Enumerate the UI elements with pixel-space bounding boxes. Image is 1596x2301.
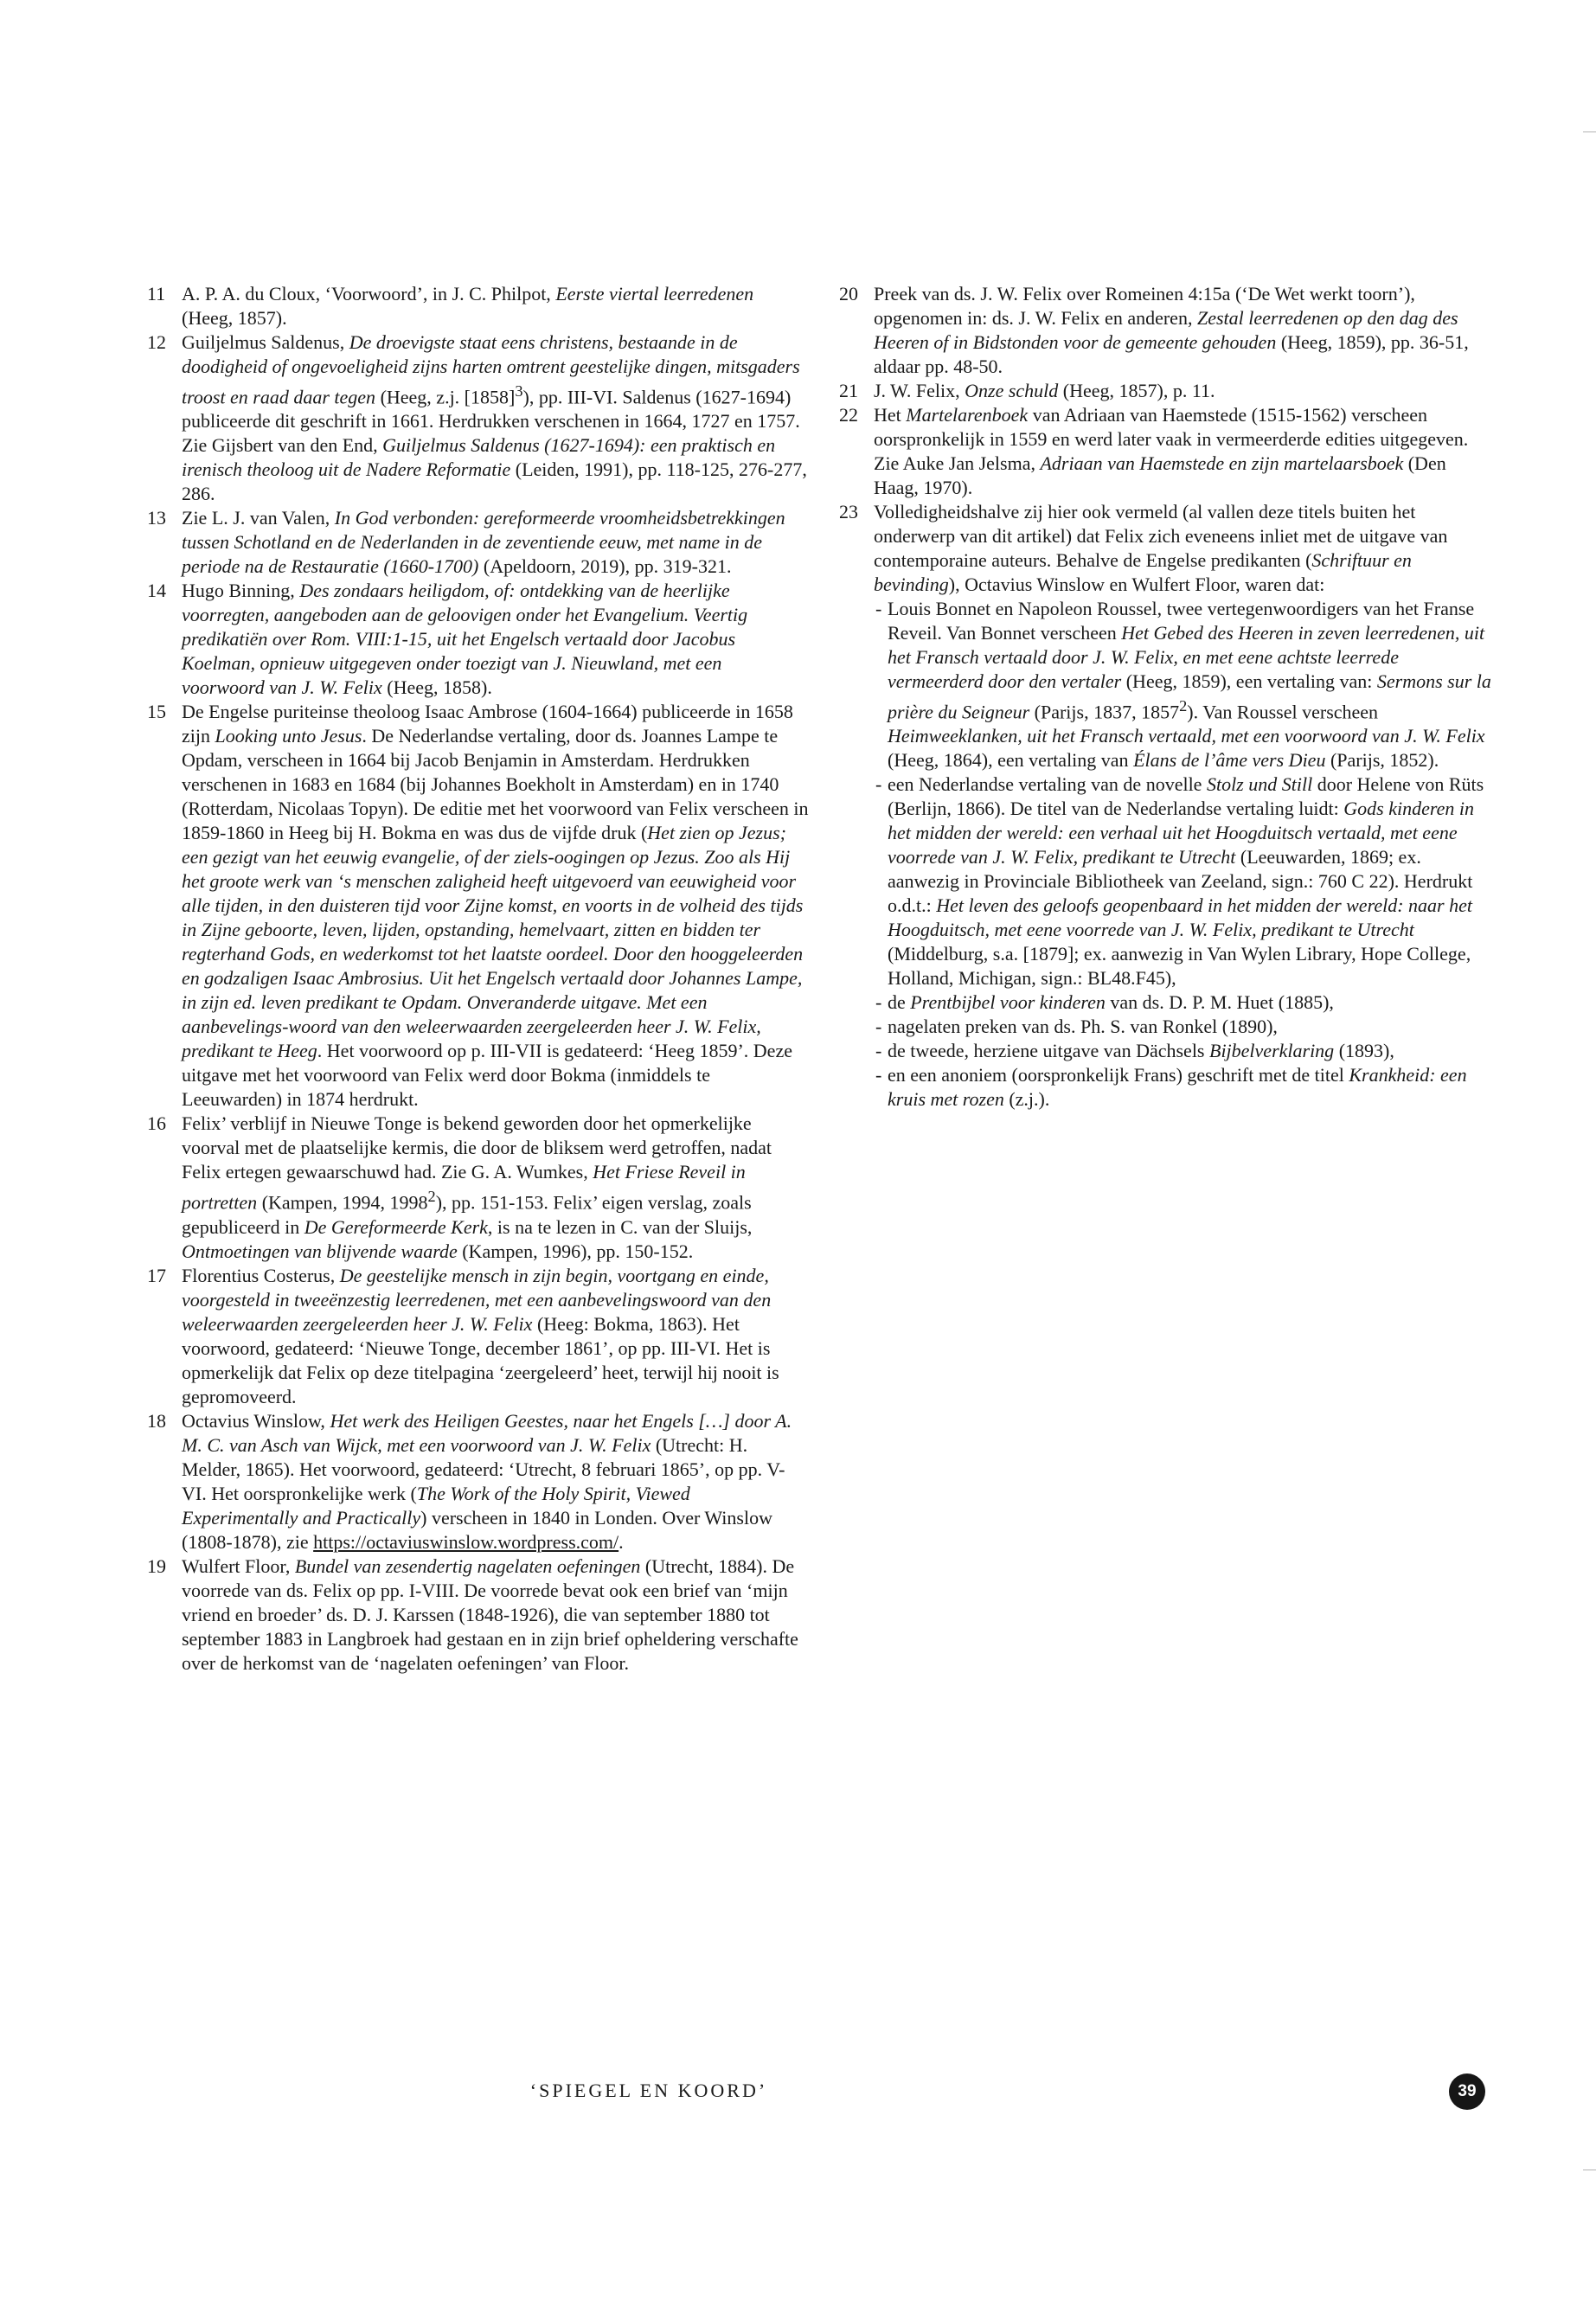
footnote-text: Adriaan van Haemstede en zijn martelaarsboek bbox=[1040, 452, 1404, 474]
footnote-17 bbox=[138, 1264, 809, 1409]
footnote-number: 20 bbox=[839, 283, 858, 304]
footnote-text: In God verbonden: gereformeerde vroomheidsbetrekkingen tussen Schotland en de Nederlanden in de zeventiende eeuw, met name in de periode na de Restauratie (1660-1700) bbox=[182, 507, 785, 578]
footnote-21 bbox=[830, 379, 1492, 403]
footnote-text: (Heeg, z.j. [1858] bbox=[375, 386, 516, 408]
footnote-text: (Utrecht: H. Melder, 1865). Het voorwoord, gedateerd: ‘Utrecht, 8 februari 1865’, op pp. V-VI. Het oorspronkelijke werk ( bbox=[182, 1433, 785, 1504]
footnote-text: door Helene von Rüts (Berlijn, 1866). De titel van de Nederlandse vertaling luidt: bbox=[888, 773, 1484, 820]
footnote-20 bbox=[830, 282, 1492, 379]
footnote-text: Looking unto Jesus bbox=[215, 725, 362, 747]
footnote-text: Élans de l’âme vers Dieu bbox=[1133, 749, 1326, 772]
footnote-number: 21 bbox=[839, 380, 858, 401]
footnotes-right-column bbox=[830, 282, 1492, 1112]
footnote-text: Heimweeklanken, uit het Fransch vertaald, met een voorwoord van J. W. Felix bbox=[888, 725, 1485, 747]
footnote-text: Hugo Binning, bbox=[182, 580, 300, 602]
footnote-text: (Leiden, 1991), pp. 118-125, 276-277, 286. bbox=[182, 458, 807, 505]
footnote-text: de bbox=[888, 991, 911, 1014]
footnote-text: van ds. D. P. M. Huet (1885), bbox=[1105, 991, 1334, 1014]
footnote-text: (Parijs, 1852). bbox=[1325, 749, 1439, 772]
footnote-text: Onze schuld bbox=[965, 380, 1059, 401]
footnote-text: ) verscheen in 1840 in Londen. Over Winslow (1808-1878), zie bbox=[182, 1506, 772, 1553]
footnote-15 bbox=[138, 700, 809, 1112]
footnote-body bbox=[182, 1554, 809, 1676]
footnote-text: Zie L. J. van Valen, bbox=[182, 507, 335, 529]
footnote-text: (z.j.). bbox=[1003, 1088, 1050, 1111]
footnote-text: Het leven des geloofs geopenbaard in het midden der wereld: naar het Hoogduitsch, met eene voorrede van J. W. Felix, predikant te Utrecht bbox=[888, 894, 1472, 941]
footnote-number: 11 bbox=[147, 283, 166, 304]
footnote-text: . Het voorwoord op p. III-VII is gedateerd: ‘Heeg 1859’. Deze uitgave met het voorwoord van Felix werd door Bokma (inmiddels te Leeuwarden) in 1874 herdrukt. bbox=[182, 1040, 792, 1111]
footnote-text: Ontmoetingen van blijvende waarde bbox=[182, 1240, 458, 1262]
footnote-text: (Heeg, 1859), pp. 36-51, aldaar pp. 48-50. bbox=[874, 331, 1469, 377]
footnote-text: van Adriaan van Haemstede (1515-1562) verscheen oorspronkelijk in 1559 en werd later vaak in vermeerderde edities uitgegeven. Zie Auke Jan Jelsma, bbox=[874, 404, 1469, 474]
footnote-text: De Gereformeerde Kerk bbox=[304, 1215, 488, 1238]
footnote-12 bbox=[138, 330, 809, 506]
footnote-text: (1893), bbox=[1334, 1040, 1394, 1062]
footnote-text: Sermons sur la prière du Seigneur bbox=[888, 670, 1491, 723]
footnote-text: (Middelburg, s.a. [1879]; ex. aanwezig in Van Wylen Library, Hope College, Holland, Michigan, sign.: BL48.F45), bbox=[888, 943, 1471, 990]
crop-mark-top bbox=[1583, 131, 1596, 132]
footnote-text: Des zondaars heiligdom, of: ontdekking van de heerlijke voorregten, aangeboden aan de geloovigen onder het Evangelium. Veertig predikatiën over Rom. VIII:1-15, uit het Engelsch vertaald door Jacobus Koelman, opnieuw uitgegeven onder toezigt van J. Nieuwland, met een voorwoord van J. W. Felix bbox=[182, 580, 748, 699]
footnote-body bbox=[874, 282, 1492, 379]
footnote-text: (Leeuwarden, 1869; ex. aanwezig in Provinciale Bibliotheek van Zeeland, sign.: 760 C 22). Herdrukt o.d.t.: bbox=[888, 846, 1473, 917]
footnote-text: de tweede, herziene uitgave van Dächsels bbox=[888, 1040, 1209, 1062]
footnote-13 bbox=[138, 506, 809, 579]
footnote-body bbox=[182, 579, 809, 700]
footnote-number: 12 bbox=[147, 331, 166, 353]
footnote-text: ), Octavius Winslow en Wulfert Floor, waren dat: bbox=[948, 574, 1325, 595]
footnote-body bbox=[182, 330, 809, 506]
footnote-text: . De Nederlandse vertaling, door ds. Joannes Lampe te Opdam, verscheen in 1664 bij Jacob Benjamin in Amsterdam. Herdrukken verschenen in 1683 en 1684 (bij Johannes Boekholt in Amsterdam) en in 1740 (Rotterdam, Nicolaas Topyn). De editie met het voorwoord van Felix verscheen in 1859-1860 in Heeg bij H. Bokma en was dus de vijfde druk ( bbox=[182, 725, 809, 844]
footnote-text: 2 bbox=[427, 1188, 436, 1206]
footnote-text: De droevigste staat eens christens, bestaande in de doodigheid of ongevoeligheid zijns harten omtrent geestelijke dingen, mitsgaders troost en raad daar tegen bbox=[182, 331, 800, 408]
footnote-23 bbox=[830, 500, 1492, 1112]
footnote-text: (Heeg, 1857), p. 11. bbox=[1058, 380, 1215, 401]
footnote-text: . bbox=[619, 1530, 624, 1553]
footnote-text: De Engelse puriteinse theoloog Isaac Ambrose (1604-1664) publiceerde in 1658 zijn bbox=[182, 701, 793, 747]
footnote-text: Martelarenboek bbox=[906, 404, 1029, 426]
footnote-number: 17 bbox=[147, 1264, 166, 1286]
page-number-badge: 39 bbox=[1449, 2073, 1485, 2110]
footnote-text: (Utrecht, 1884). De voorrede van ds. Felix op pp. I-VIII. De voorrede bevat ook een brief van ‘mijn vriend en broeder’ ds. D. J. Karssen (1848-1926), die van september 1880 tot september 1883 in Langbroek had gestaan en in zijn brief opheldering verschafte over de herkomst van de ‘nagelaten oefeningen’ van Floor. bbox=[182, 1554, 798, 1674]
footnote-body bbox=[182, 1409, 809, 1554]
footnote-text: (Kampen, 1994, 1998 bbox=[257, 1191, 428, 1214]
footnote-text: ). Van Roussel verscheen bbox=[1187, 701, 1379, 723]
footnote-bullet-item bbox=[874, 990, 1492, 1015]
footnote-bullet-item bbox=[874, 1039, 1492, 1063]
footnote-text: A. P. A. du Cloux, ‘Voorwoord’, in J. C. Philpot, bbox=[182, 283, 556, 304]
footnote-number: 16 bbox=[147, 1112, 166, 1135]
footnote-text: Bijbelverklaring bbox=[1209, 1040, 1335, 1062]
footnote-text: Het zien op Jezus; een gezigt van het eeuwig evangelie, of der ziels-oogingen op Jezus. Zoo als Hij het groote werk van ‘s menschen zaligheid heeft uitgevoerd van eeuwigheid voor alle tijden, in den duisteren tijd voor Zijne komst, en voorts in de volheid des tijds in Zijne geboorte, leven, lijden, opstanding, hemelvaart, zitten en bidden ter regterhand Gods, en wederkomst tot het laatste oordeel. Door den hooggeleerden en godzaligen Isaac Ambrosius. Uit het Engelsch vertaald door Johannes Lampe, in zijn ed. leven predikant te Opdam. Onveranderde uitgave. Met een aanbevelings-woord van den weleerwaarden zeergeleerden heer J. W. Felix, predikant te Heeg bbox=[182, 822, 804, 1062]
footnote-text: (Apeldoorn, 2019), pp. 319-321. bbox=[478, 555, 732, 578]
footnote-text: Zestal leerredenen op den dag des Heeren of in Bidstonden voor de gemeente gehouden bbox=[874, 307, 1458, 353]
footnote-body bbox=[874, 379, 1492, 403]
footnote-text: (Kampen, 1996), pp. 150-152. bbox=[457, 1240, 694, 1262]
footnote-text: ), pp. III-VI. Saldenus (1627-1694) publiceerde dit geschrift in 1661. Herdrukken verschenen in 1664, 1727 en 1757. Zie Gijsbert van den End, bbox=[182, 386, 800, 457]
footnote-text: (Heeg, 1858). bbox=[381, 676, 492, 699]
footnote-text: Wulfert Floor, bbox=[182, 1554, 295, 1577]
footnote-bullet-item bbox=[874, 772, 1492, 990]
footnote-text: (Heeg, 1857). bbox=[182, 307, 287, 329]
footnote-text: (Heeg, 1859), een vertaling van: bbox=[1121, 670, 1377, 692]
footnote-text: Het bbox=[874, 404, 907, 426]
footnote-text: Felix’ verblijf in Nieuwe Tonge is bekend geworden door het opmerkelijke voorval met de plaatselijke kermis, die door de bliksem werd getroffen, nadat Felix ertegen gewaarschuwd had. Zie G. A. Wumkes, bbox=[182, 1112, 772, 1183]
footnote-body bbox=[874, 403, 1492, 500]
footnote-number: 22 bbox=[839, 404, 858, 426]
footnote-text: (Heeg, 1864), een vertaling van bbox=[888, 749, 1134, 772]
footnote-text: (Den Haag, 1970). bbox=[874, 452, 1446, 498]
footnote-text: Guiljelmus Saldenus, bbox=[182, 331, 349, 353]
footnote-text: (Heeg: Bokma, 1863). Het voorwoord, gedateerd: ‘Nieuwe Tonge, december 1861’, op pp. III-VI. Het is opmerkelijk dat Felix op deze titelpagina ‘zeergeleerd’ heet, terwijl hij nooit is gepromoveerd. bbox=[182, 1312, 779, 1407]
footnote-bullet-list bbox=[874, 597, 1492, 1112]
footnote-16 bbox=[138, 1112, 809, 1263]
footnote-bullet-item bbox=[874, 1015, 1492, 1039]
footnote-text: ), pp. 151-153. Felix’ eigen verslag, zoals gepubliceerd in bbox=[182, 1191, 752, 1238]
footnote-text: Gods kinderen in het midden der wereld: een verhaal uit het Hoogduitsch vertaald, met eene voorrede van J. W. Felix, predikant te Utrecht bbox=[888, 798, 1474, 868]
footnote-text: De geestelijke mensch in zijn begin, voortgang en einde, voorgesteld in tweeënzestig leerredenen, met een aanbevelingswoord van den weleerwaarden zeergeleerden heer J. W. Felix bbox=[182, 1264, 772, 1335]
running-title: ‘SPIEGEL EN KOORD’ bbox=[529, 2080, 768, 2101]
footnotes-left-column bbox=[138, 282, 809, 1676]
footnote-text: Octavius Winslow, bbox=[182, 1409, 330, 1432]
footnote-number: 19 bbox=[147, 1554, 166, 1577]
footnote-22 bbox=[830, 403, 1492, 500]
footnote-link[interactable]: https://octaviuswinslow.wordpress.com/ bbox=[313, 1530, 619, 1553]
footnote-body bbox=[182, 1264, 809, 1409]
footnote-number: 15 bbox=[147, 701, 166, 723]
footnote-number: 18 bbox=[147, 1409, 166, 1432]
footnote-body bbox=[182, 282, 809, 330]
footnote-text: 3 bbox=[515, 382, 523, 400]
footnote-text: Guiljelmus Saldenus (1627-1694): een praktisch en irenisch theoloog uit de Nadere Reformatie bbox=[182, 434, 776, 481]
footnote-text: Het Friese Reveil in portretten bbox=[182, 1161, 746, 1214]
footnote-body bbox=[182, 506, 809, 579]
footnote-text: Prentbijbel voor kinderen bbox=[910, 991, 1106, 1014]
footnote-text: Het Gebed des Heeren in zeven leerredenen, uit het Fransch vertaald door J. W. Felix, en met eene achtste leerrede vermeerderd door den vertaler bbox=[888, 622, 1485, 692]
footnote-11 bbox=[138, 282, 809, 330]
footnote-text: Krankheid: een kruis met rozen bbox=[888, 1064, 1467, 1111]
footnote-body bbox=[874, 500, 1492, 597]
footnote-text: Schriftuur en bevinding bbox=[874, 549, 1412, 595]
footnote-text: , is na te lezen in C. van der Sluijs, bbox=[487, 1215, 753, 1238]
footnote-14 bbox=[138, 579, 809, 700]
footnote-text: Stolz und Still bbox=[1206, 773, 1313, 796]
footnote-text: Het werk des Heiligen Geestes, naar het Engels […] door A. M. C. van Asch van Wijck, met een voorwoord van J. W. Felix bbox=[182, 1409, 792, 1456]
footnote-text: Eerste viertal leerredenen bbox=[555, 283, 754, 304]
footnote-text: en een anoniem (oorspronkelijk Frans) geschrift met de titel bbox=[888, 1064, 1349, 1086]
footnote-text: Louis Bonnet en Napoleon Roussel, twee vertegenwoordigers van het Franse Reveil. Van Bonnet verscheen bbox=[888, 598, 1475, 644]
footnote-text: nagelaten preken van ds. Ph. S. van Ronkel (1890), bbox=[888, 1016, 1278, 1038]
footnote-number: 14 bbox=[147, 580, 166, 602]
footnote-number: 13 bbox=[147, 507, 166, 529]
footnote-19 bbox=[138, 1554, 809, 1676]
footnote-body bbox=[182, 1112, 809, 1263]
footnote-text: (Parijs, 1837, 1857 bbox=[1029, 701, 1180, 723]
footnote-text: J. W. Felix, bbox=[874, 380, 965, 401]
footnote-bullet-item bbox=[874, 1063, 1492, 1112]
footnote-bullet-item bbox=[874, 597, 1492, 772]
footnote-text: Volledigheidshalve zij hier ook vermeld (al vallen deze titels buiten het onderwerp van dit artikel) dat Felix zich eveneens inliet met de uitgave van contemporaine auteurs. Behalve de Engelse predikanten ( bbox=[874, 501, 1448, 571]
footnote-text: een Nederlandse vertaling van de novelle bbox=[888, 773, 1207, 796]
footnote-text: Preek van ds. J. W. Felix over Romeinen 4:15a (‘De Wet werkt toorn’), opgenomen in: ds. J. W. Felix en anderen, bbox=[874, 283, 1415, 329]
footnote-text: Bundel van zesendertig nagelaten oefeningen bbox=[294, 1554, 641, 1577]
footnote-text: Florentius Costerus, bbox=[182, 1264, 340, 1286]
footnote-number: 23 bbox=[839, 501, 858, 522]
footnote-18 bbox=[138, 1409, 809, 1554]
footnote-text: 2 bbox=[1179, 697, 1188, 715]
footnote-body bbox=[182, 700, 809, 1112]
footnote-text: The Work of the Holy Spirit, Viewed Experimentally and Practically bbox=[182, 1482, 690, 1529]
